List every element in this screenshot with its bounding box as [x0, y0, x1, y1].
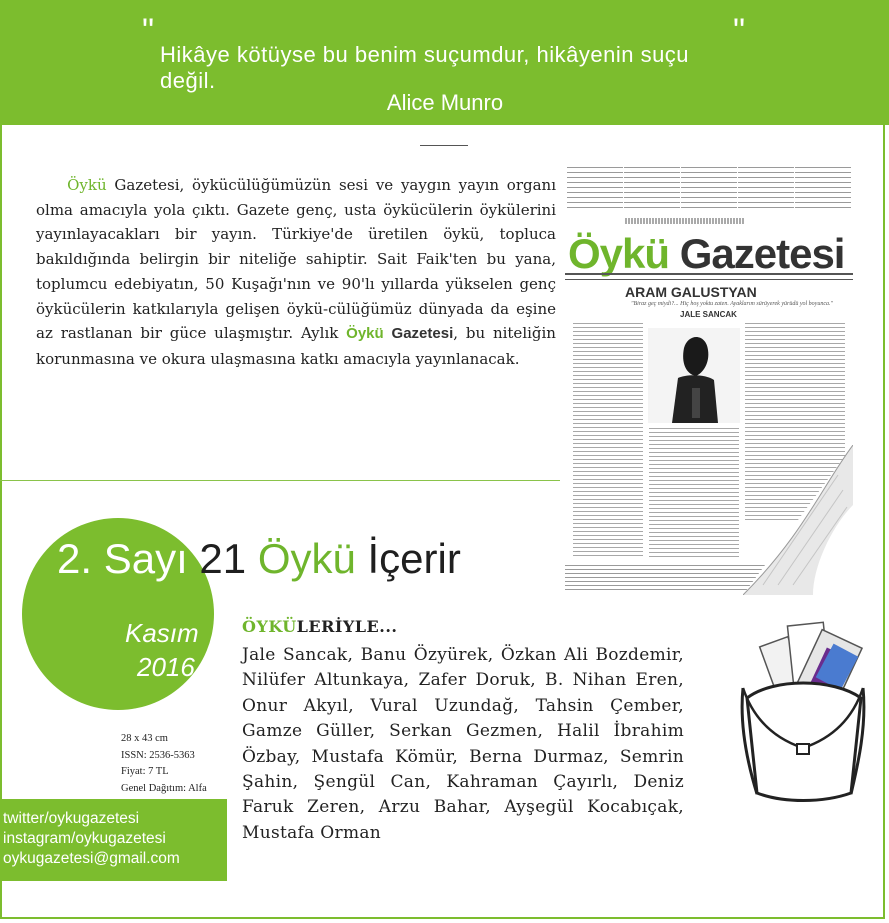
newspaper-masthead: Öykü Gazetesi — [568, 230, 845, 277]
intro-text-1: Gazetesi, öykücülüğümüzün sesi ve yaygın yayın organı olma amacıyla yola çıktı. Gazete genç, usta öykücülerin öykülerini yayınlayacakları bir yayın. Türkiye'de üretilen öykü, topluca bakıldığında belirgin bir niteliğe sahiptir. Sait Faik'ten bu yana, toplumcu edebiyatın, 50 Kuşağı'nın ve 90'lı yıllarda yükselen genç öykücülerin katkılarıyla gelişen öykü-cülüğümüz dünyada da eşine az rastlanan bir güce ulaşmıştır. Aylık — [36, 176, 557, 343]
issue-year: 2016 — [137, 652, 195, 682]
newspaper-photo — [648, 328, 740, 423]
brand-word-oyku-inline: Öykü — [346, 325, 384, 343]
spec-issn: ISSN: 2536-5363 — [121, 749, 195, 761]
intro-text-2: , bu niteliğin korunmasına ve okura ulaşmasına katkı amacıyla yayınlanacak. — [36, 324, 556, 368]
separator-line — [420, 145, 468, 146]
spec-size: 28 x 43 cm — [121, 733, 168, 744]
newspaper-top-strip — [565, 163, 853, 213]
newspaper-cover-image — [565, 163, 853, 595]
quote-text: Hikâye kötüyse bu benim suçumdur, hikâyenin suçu değil. — [160, 42, 690, 93]
authors-heading: ÖYKÜLERİYLE... — [242, 617, 398, 636]
spec-distribution: Genel Dağıtım: Alfa — [121, 782, 207, 794]
newspaper-column — [573, 323, 643, 558]
newspaper-story-author: JALE SANCAK — [680, 310, 737, 319]
open-quote-mark: " — [142, 12, 155, 50]
newspaper-tagline: "Biraz geç miydi?... Hiç hoş yoktu zaten. Ayaklarım sürüyerek yürüdü yol boyunca." — [631, 301, 833, 307]
issue-month: Kasım — [125, 618, 199, 648]
page-curl-icon — [743, 445, 853, 595]
authors-list: Jale Sancak, Banu Özyürek, Özkan Ali Bozdemir, Nilüfer Altunkaya, Zafer Doruk, B. Nihan Eren, Onur Akyıl, Vural Uzundağ, Tahsin Çember, Gamze Güller, Serkan Gezmen, Halil İbrahim Özbay, Mustafa Kömür, Berna Durmaz, Semrin Şahin, Şengül Can, Kahraman Çayırlı, Deniz Faruk Zeren, Arzu Bahar, Ayşegül Kocabıçak, Mustafa Orman — [242, 645, 684, 843]
spec-price: Fiyat: 7 TL — [121, 766, 169, 778]
newspaper-column — [649, 428, 739, 558]
quote-author: Alice Munro — [386, 90, 504, 115]
newspaper-headline: ARAM GALUSTYAN — [625, 284, 757, 300]
brand-word-oyku: Öykü — [67, 176, 107, 194]
intro-paragraph — [36, 173, 556, 372]
divider-line — [0, 480, 560, 481]
twitter-link[interactable]: twitter/oykugazetesi — [3, 810, 140, 827]
instagram-link[interactable]: instagram/oykugazetesi — [3, 830, 166, 847]
issue-heading: 2. Sayı 21 Öykü İçerir — [57, 535, 461, 582]
brand-word-gazetesi: Gazetesi — [391, 325, 454, 343]
social-links-box — [0, 799, 227, 881]
newspaper-bag-icon — [733, 618, 873, 803]
close-quote-mark: " — [733, 12, 746, 50]
masthead-rule — [565, 273, 853, 280]
email-link[interactable]: oykugazetesi@gmail.com — [3, 850, 180, 867]
